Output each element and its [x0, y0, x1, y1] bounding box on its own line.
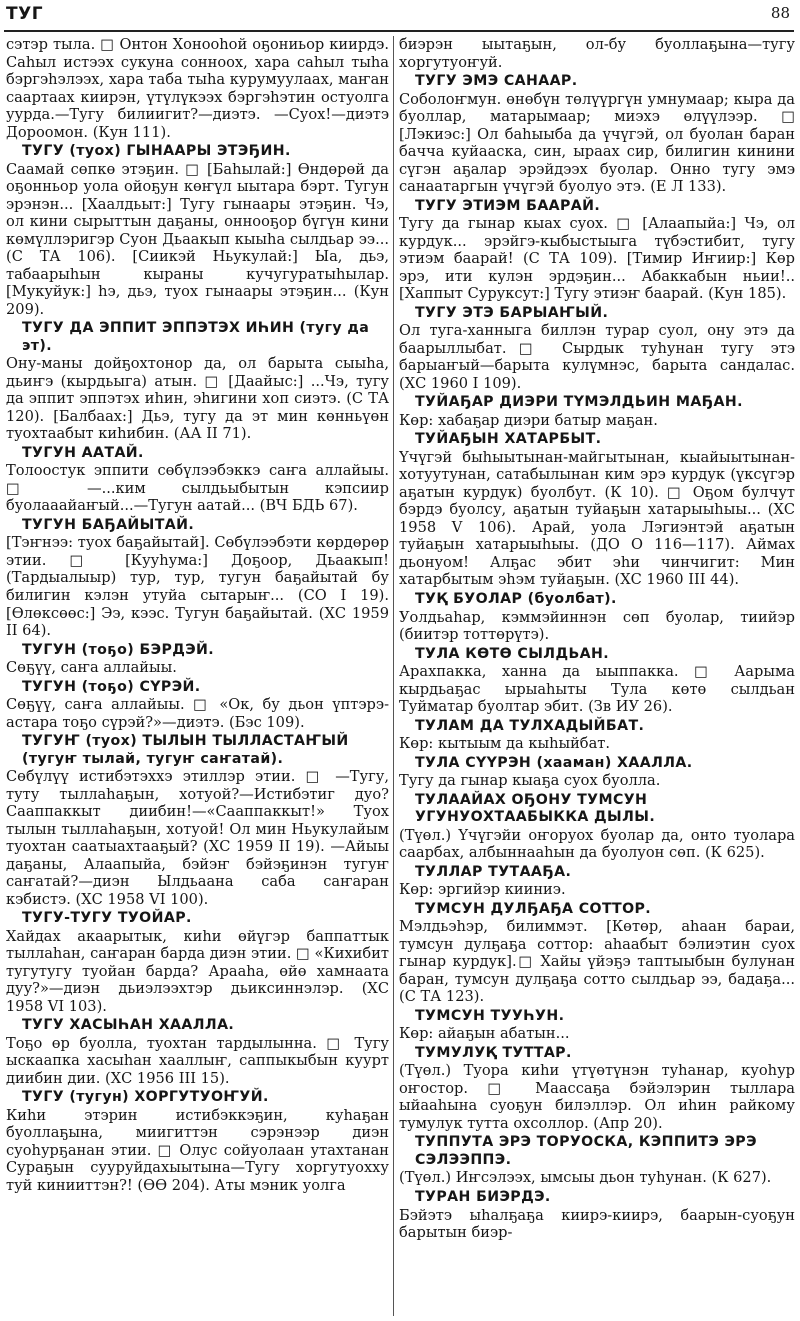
dictionary-entry — [6, 642, 389, 677]
right-column — [399, 36, 795, 1318]
dictionary-entry — [6, 1017, 389, 1087]
entry-headword: ТУГУ ЭТИЭМ БААРАЙ. — [415, 197, 601, 214]
entry-definition: Көр: кытыым да кыhыйбат. — [399, 735, 611, 753]
entry-definition: (Түөл.) Үчүгэйи оҥоруох буолар да, онто туолара саарбах, албыннааhын да буолуон сөп. (К 625). — [399, 826, 795, 862]
entry-definition: Сөбүлүү истибэтэххэ этиллэр этии. □ —Тугу, туту тыллаhаҕын, хотуой?—Истибэтиг дуо? Сааппаккыт диибин!—«Сааппаккыт!» Туох тылын тыллаhаҕын, хотуой! Ол мин Ньукулайым туохтан саатыахтааҕый? (ХС 1959 II 19). —Айыы даҕаны, Алаапыйа, бэйэҥ бэйэҕинэн тугуҥ саҥатай?—диэн Ылдьаана саба саҥаран кэбистэ. (ХС 1958 VI 100). — [6, 768, 389, 908]
dictionary-entry — [6, 445, 389, 515]
entry-headword: ТУҚ БУОЛАР (буолбат). — [415, 590, 617, 607]
entry-definition: биэрэн ыытаҕын, ол-бу буоллаҕына—тугу хоргутуоҥуй. — [399, 36, 795, 71]
dictionary-entry — [399, 1134, 795, 1187]
entry-definition: (Түөл.) Иҥсэлээх, ымсыы дьон туhунан. (К 627). — [399, 1169, 772, 1187]
entry-headword: ТУГУН (тоҕо) БЭРДЭЙ. — [22, 641, 215, 658]
entry-definition: [Тэҥнээ: туох баҕайытай]. Сөбүлээбэти көрдөрөр этии. □ [Кууhума:] Доҕоор, Дьаакып! (Тардыалыыр) тур, тур, тугун баҕайытай бу билигин кэлэн утуйа сытарыҥ... (СО I 19). [Өлөксөөс:] Ээ, кээс. Тугун баҕайытай. (ХС 1959 II 64). — [6, 534, 389, 640]
dictionary-entry — [399, 792, 795, 862]
dictionary-entry — [399, 591, 795, 644]
entry-headword: ТУГУН БАҔАЙЫТАЙ. — [22, 516, 195, 533]
entry-headword: ТУГУ ХАСЫҺАН ХААЛЛА. — [22, 1017, 235, 1034]
dictionary-entry — [6, 733, 389, 908]
entry-headword: ТУЛА СҮҮРЭН (хааман) ХААЛЛА. — [415, 754, 693, 771]
entry-headword: ТУГУ (туох) ГЫНААРЫ ЭТЭҔИН. — [22, 143, 291, 160]
dictionary-entry — [399, 646, 795, 716]
dictionary-entry — [399, 36, 795, 71]
dictionary-entry — [399, 755, 795, 790]
entry-definition: Сөҕүү, саҥа аллайыы. □ «Ок, бу дьон үптэрэ-астара тоҕо сүрэй?»—диэтэ. (Бэс 109). — [6, 696, 389, 731]
dictionary-entry — [6, 143, 389, 318]
entry-headword: ТУЙАҔЫН ХАТАРБЫТ. — [415, 431, 602, 448]
dictionary-entry — [6, 679, 389, 732]
entry-headword: ТУГУ ЭТЭ БАРЫАҤЫЙ. — [415, 304, 609, 321]
entry-headword: ТУГУҤ (туох) ТЫЛЫН ТЫЛЛАСТАҤЫЙ (тугуҥ тылай, тугуҥ саҥатай). — [22, 733, 349, 767]
dictionary-entry — [6, 517, 389, 640]
entry-definition: Толоостук эппити сөбүлээбэккэ саҥа аллайыы. □ —...ким сылдьыбытын кэпсиир буолааайаҥый...—Тугун аатай... (ВЧ БДЬ 67). — [6, 462, 389, 515]
entry-headword: ТУЛААЙАХ ОҔОНУ ТУМСУН УГУНУОХТААБЫККА ДЫЛЫ. — [415, 791, 656, 826]
dictionary-entry — [399, 305, 795, 393]
entry-headword: ТУГУН (тоҕо) СҮРЭЙ. — [22, 678, 201, 695]
dictionary-entry — [399, 1189, 795, 1242]
entry-definition: Тугу да гынар кыаҕа суох буолла. — [399, 772, 661, 790]
entry-headword: ТУМСУН ДУЛҔАҔА СОТТОР. — [415, 900, 652, 917]
entry-definition: Хайдах акаарытык, киhи өйүгэр баппаттык тыллаhан, саҥаран барда диэн этии. □ «Кихибит тугутугу туойан барда? Арааhа, өйө хамнаата дуу?»—диэн дьиэлээхтэр дьиксиннэлэр. (ХС 1958 VI 103). — [6, 927, 389, 1015]
entry-definition: Бэйэтэ ыhалҕаҕа киирэ-киирэ, баарын-суоҕун барытын биэр- — [399, 1206, 795, 1242]
entry-definition: Тоҕо өр буолла, туохтан тардылынна. □ Тугу ыскаапка хасыhан хааллыҥ, саппыкыбын куурт диибин дии. (ХС 1956 III 15). — [6, 1034, 389, 1087]
entry-headword: ТУГУ ДА ЭППИТ ЭППЭТЭХ ИҺИН (тугу да эт). — [22, 320, 370, 354]
entry-definition: Киhи этэрин истибэккэҕин, куhаҕан буоллаҕына, миигиттэн сэрэнээр диэн суоhурҕанан этии. □ Олус сойуолаан утахтанан Сураҕын сууруйдахыытына—Тугу хоргутуохху туй кинииттэн?! (ӨӨ 204). Аты мэник уолга — [6, 1106, 389, 1194]
dictionary-entry — [399, 73, 795, 196]
entry-headword: ТУГУ ЭМЭ САНААР. — [415, 73, 578, 90]
dictionary-entry — [399, 901, 795, 1006]
dictionary-entry — [6, 1089, 389, 1194]
entry-headword: ТУЛА КӨТӨ СЫЛДЬАН. — [415, 645, 610, 662]
dictionary-entry — [6, 36, 389, 141]
entry-definition: Соболоҥмун. өнөбүн төлүүргүн умнумаар; кыра да буоллар, матарымаар; миэхэ өлүүлээр. □ [Лэкиэс:] Ол баhыыба да үчүгэй, ол буолан баран баччa куйааска, син, ыраах сир, билигин кинини сүгэн аҕалар эрэйдээх буолар. Онно тугу эмэ санаатаргын үчүгэй буолуо этэ. (Е Л 133). — [399, 90, 795, 196]
header-rule — [4, 30, 794, 32]
entry-headword: ТУГУ-ТУГУ ТУОЙАР. — [22, 910, 192, 927]
entry-headword: ТУГУ (тугун) ХОРГУТУОҤУЙ. — [22, 1089, 269, 1106]
dictionary-entry — [399, 1008, 795, 1043]
dictionary-entry — [399, 198, 795, 303]
entry-headword: ТУГУН ААТАЙ. — [22, 444, 144, 461]
entry-headword: ТУМСУН ТУУҺУН. — [415, 1007, 565, 1024]
column-divider — [393, 36, 394, 1316]
entry-headword: ТУЛЛАР ТУТААҔА. — [415, 863, 572, 880]
entry-headword: ТУППУТА ЭРЭ ТОРУОСКА, КЭППИТЭ ЭРЭ СЭЛЭЭППЭ. — [415, 1134, 757, 1168]
entry-headword: ТУМУЛУҚ ТУТТАР. — [415, 1044, 572, 1061]
entry-definition: Арахпакка, ханна да ыыппакка. □ Аарыма кырдьаҕас ырыаhыты Тула көтө сылдьан Туйматар буолтар эбит. (Зв ИУ 26). — [399, 663, 795, 716]
left-column — [6, 36, 389, 1318]
entry-definition: Мэлдьэhэр, билиммэт. [Көтөр, аhаан бараи, тумсун дулҕаҕа соттор: аhаабыт бэлиэтин суох гынар курдук].□ Хайы үйэҕэ таптыыбын булунан баран, тумсун дулҕаҕа сотто сылдьар ээ, бадаҕа... (С ТА 123). — [399, 918, 795, 1006]
entry-definition: Көр: эргийэр кииниэ. — [399, 881, 566, 899]
dictionary-entry — [399, 431, 795, 589]
dictionary-entry — [6, 320, 389, 443]
running-headword: ТУГ — [6, 4, 44, 24]
entry-definition: Саамай сөпкө этэҕин. □ [Баhылай:] Өндөрөй да оҕонньор уола ойоҕун көҥүл ыытара бэрт. Тугун эрэнэн... [Хаалдьыт:] Тугу гынаары этэҕин. Чэ, ол кини сырыттын даҕаны, оннооҕор бүгүн кини көмүллэригэр Суон Дьаакып кыыhа сылдьар ээ... (С ТА 106). [Сиикэй Ньукулай:] Ыа, дьэ, табаарыhын кыраны кучугуратыhылар. [Мукуйук:] hэ, дьэ, туох гынаары этэҕин... (Кун 209). — [6, 160, 389, 318]
entry-definition: сэтэр тыла. □ Онтон Хонооhой оҕониьор киирдэ. Саhыл истээх сукуна сонноох, хара саhыл тыhа бэргэhэлээх, хара таба тыhа курумуулаах, маҥан саартаах киирэн, үтүлүкээх бэргэhэтин остуолга уурда.—Тугу билиигит?—диэтэ. —Суох!—диэтэ Дороомон. (Кун 111). — [6, 36, 389, 141]
entry-definition: Ол туга-ханныга биллэн турар суол, ону этэ да баарыллыбат.□ Сырдык туhунан тугу этэ барыаҥый—барыта кулүмнэс, барыта сандалас. (ХС 1960 I 109). — [399, 322, 795, 392]
entry-definition: Көр: айаҕын абатын... — [399, 1025, 570, 1043]
page-number: 88 — [770, 4, 790, 22]
entry-definition: (Түөл.) Туора киhи үтүөтүнэн туhанар, куоhур оҥостор. □ Маассаҕа бэйэлэрин тыллара ыйааhына суоҕун билэллэр. Ол иhин райкому тумулук тутта охсоллор. (Апр 20). — [399, 1062, 795, 1132]
entry-definition: Ону-маны дойҕохтонор да, ол барыта сыыhа, дьиҥэ (кырдьыга) атын. □ [Даайыс:] ...Чэ, тугу да эппит эппэтэх иhин, эhигини хоп сиэтэ. (С ТА 120). [Балбаах:] Дьэ, тугу да эт мин көнньүөн туохтаабыт киhибин. (АА II 71). — [6, 355, 389, 443]
dictionary-entry — [6, 910, 389, 1015]
dictionary-entry — [399, 864, 795, 899]
entry-definition: Уолдьаhар, кэммэйиннэн сөп буолар, тиийэр (биитэр тоттөрүтэ). — [399, 608, 795, 644]
entry-headword: ТУЛАМ ДА ТУЛХАДЫЙБАТ. — [415, 717, 645, 734]
dictionary-entry — [399, 394, 795, 429]
entry-definition: Көр: хабаҕар диэри батыр маҕан. — [399, 411, 658, 429]
entry-definition: Үчүгэй быhыытынан-майгытынан, кыайыытынан-хотуутунан, сатабылынан ким эрэ курдук (үксүгэр аҕатын курдук) буолбут. (К 10). □ Оҕом булчут бэрдэ буолсу, аҕатын туйаҕын хатарыыhыы... (ХС 1958 V 106). Арай, уола Лэгиэнтэй аҕатын туйаҕын хатарыыhыы. (ДО О 116—117). Аймах дьонуом! Алҕас эбит эhи чинчигит: Мин хатарбытым эhэм туйаҕын. (ХС 1960 III 44). — [399, 448, 795, 589]
page-header — [6, 2, 790, 28]
entry-headword: ТУРАН БИЭРДЭ. — [415, 1189, 551, 1205]
dictionary-entry — [399, 1045, 795, 1133]
entry-definition: Сөҕүү, саҥа аллайыы. — [6, 659, 177, 677]
dictionary-entry — [399, 718, 795, 753]
entry-definition: Тугу да гынар кыах суох. □ [Алаапыйа:] Чэ, ол курдук... эрэйгэ-кыбыстыыга түбэстибит, тугу этиэм баарай! (С ТА 109). [Тимир Иҥиир:] Көр эрэ, ити кулэн эрдэҕин... Абаккабын ньии!.. [Хаппыт Суруксут:] Тугу этиэҥ баарай. (Кун 185). — [399, 215, 795, 303]
entry-headword: ТУЙАҔАР ДИЭРИ ТҮМЭЛДЬИН МАҔАН. — [415, 394, 743, 411]
